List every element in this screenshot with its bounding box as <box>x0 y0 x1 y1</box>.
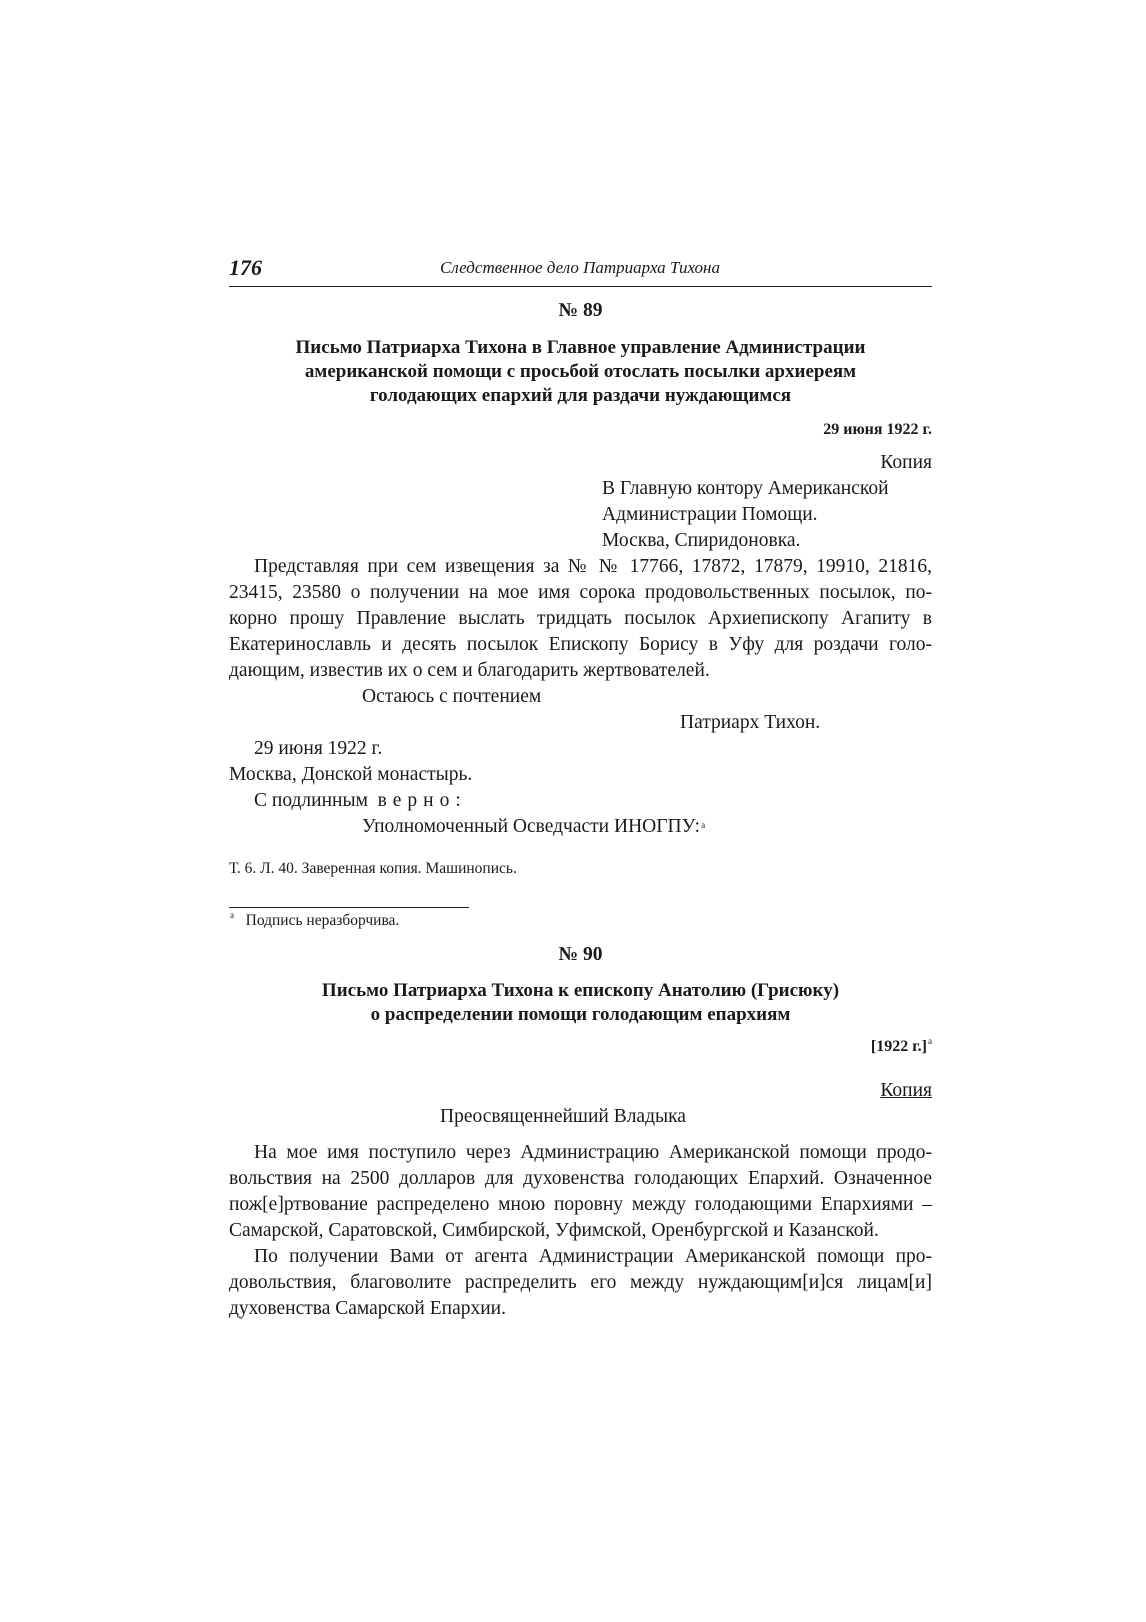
authorized-text: Уполномоченный Осведчасти ИНОГПУ: <box>362 816 701 837</box>
doc89-addressee-line: В Главную контору Американской <box>602 478 889 499</box>
doc89-number: № 89 <box>558 300 603 321</box>
doc89-addressee-line: Москва, Спиридоновка. <box>602 530 801 551</box>
doc90-body-line: Самарской, Саратовской, Симбирской, Уфимской, Оренбургской и Казанской. <box>229 1220 879 1241</box>
doc90-body-line: духовенства Самарской Епархии. <box>229 1298 506 1319</box>
page-number: 176 <box>229 255 262 280</box>
doc89-body <box>229 554 932 684</box>
doc90-title <box>229 979 932 1027</box>
doc90-body-line: довольствия, благоволите распределить его между нуждающим[и]ся лицам[и] <box>229 1272 932 1293</box>
doc89-footnote <box>229 912 399 930</box>
doc89-body-line: корно прошу Правление выслать тридцать посылок Архиепископу Агапиту в <box>229 608 932 629</box>
doc90-paragraph-1 <box>229 1140 932 1244</box>
certify-prefix: С подлинным <box>254 790 368 811</box>
doc89-title-line: американской помощи с просьбой отослать посылки архиереям <box>304 361 857 382</box>
certify-spaced: верно: <box>377 790 467 811</box>
doc90-date <box>871 1038 932 1056</box>
doc89-signature: Патриарх Тихон. <box>680 712 821 733</box>
doc89-addressee-line: Администрации Помощи. <box>602 504 818 525</box>
doc89-sign-place: Москва, Донской монастырь. <box>229 764 473 785</box>
footnote-marker: а <box>701 820 706 830</box>
doc89-archival-note: Т. 6. Л. 40. Заверенная копия. Машинопись. <box>229 860 517 877</box>
doc89-authorized <box>362 814 705 840</box>
doc89-body-line: Представляя при сем извещения за № № 17766, 17872, 17879, 19910, 21816, <box>254 556 932 577</box>
doc90-body-line: На мое имя поступило через Администрацию Американской помощи продо- <box>254 1142 932 1163</box>
doc90-title-line: о распределении помощи голодающим епархиям <box>370 1004 791 1025</box>
doc90-date-text: [1922 г.] <box>870 1038 927 1055</box>
doc89-certification <box>254 788 467 814</box>
doc89-closing: Остаюсь с почтением <box>362 686 542 707</box>
doc90-paragraph-2 <box>229 1244 932 1322</box>
footnote-marker: а <box>928 1036 932 1046</box>
doc90-body-line: пож[е]ртвование распределено мною поровну между голодающими Епархиями – <box>229 1194 932 1215</box>
doc89-copy-mark: Копия <box>880 452 932 473</box>
footnote-text: Подпись неразборчива. <box>245 912 400 929</box>
doc90-body-line: вольствия на 2500 долларов для духовенства голодающих Епархий. Означенное <box>229 1168 932 1189</box>
doc89-title-line: Письмо Патриарха Тихона в Главное управление Администрации <box>295 337 866 358</box>
doc89-date: 29 июня 1922 г. <box>823 421 932 438</box>
header-rule <box>229 286 932 287</box>
doc90-title-line: Письмо Патриарха Тихона к епископу Анатолию (Грисюку) <box>321 980 840 1001</box>
doc89-title <box>229 336 932 408</box>
doc90-number: № 90 <box>558 944 603 965</box>
doc89-sign-date: 29 июня 1922 г. <box>254 738 383 759</box>
footnote-rule <box>229 907 469 908</box>
doc89-body-line: 23415, 23580 о получении на мое имя сорока продовольственных посылок, по- <box>229 582 932 603</box>
running-title: Следственное дело Патриарха Тихона <box>440 258 720 277</box>
doc89-title-line: голодающих епархий для раздачи нуждающимся <box>369 385 792 406</box>
doc90-salutation: Преосвященнейший Владыка <box>440 1106 686 1127</box>
doc90-body-line: По получении Вами от агента Администрации Американской помощи про- <box>254 1246 932 1267</box>
doc89-body-line: Екатеринославль и десять посылок Епископу Борису в Уфу для роздачи голо- <box>229 634 932 655</box>
doc89-body-line: дающим, известив их о сем и благодарить жертвователей. <box>229 660 710 681</box>
doc90-copy-mark: Копия <box>880 1080 932 1101</box>
footnote-mark: а <box>230 910 234 920</box>
